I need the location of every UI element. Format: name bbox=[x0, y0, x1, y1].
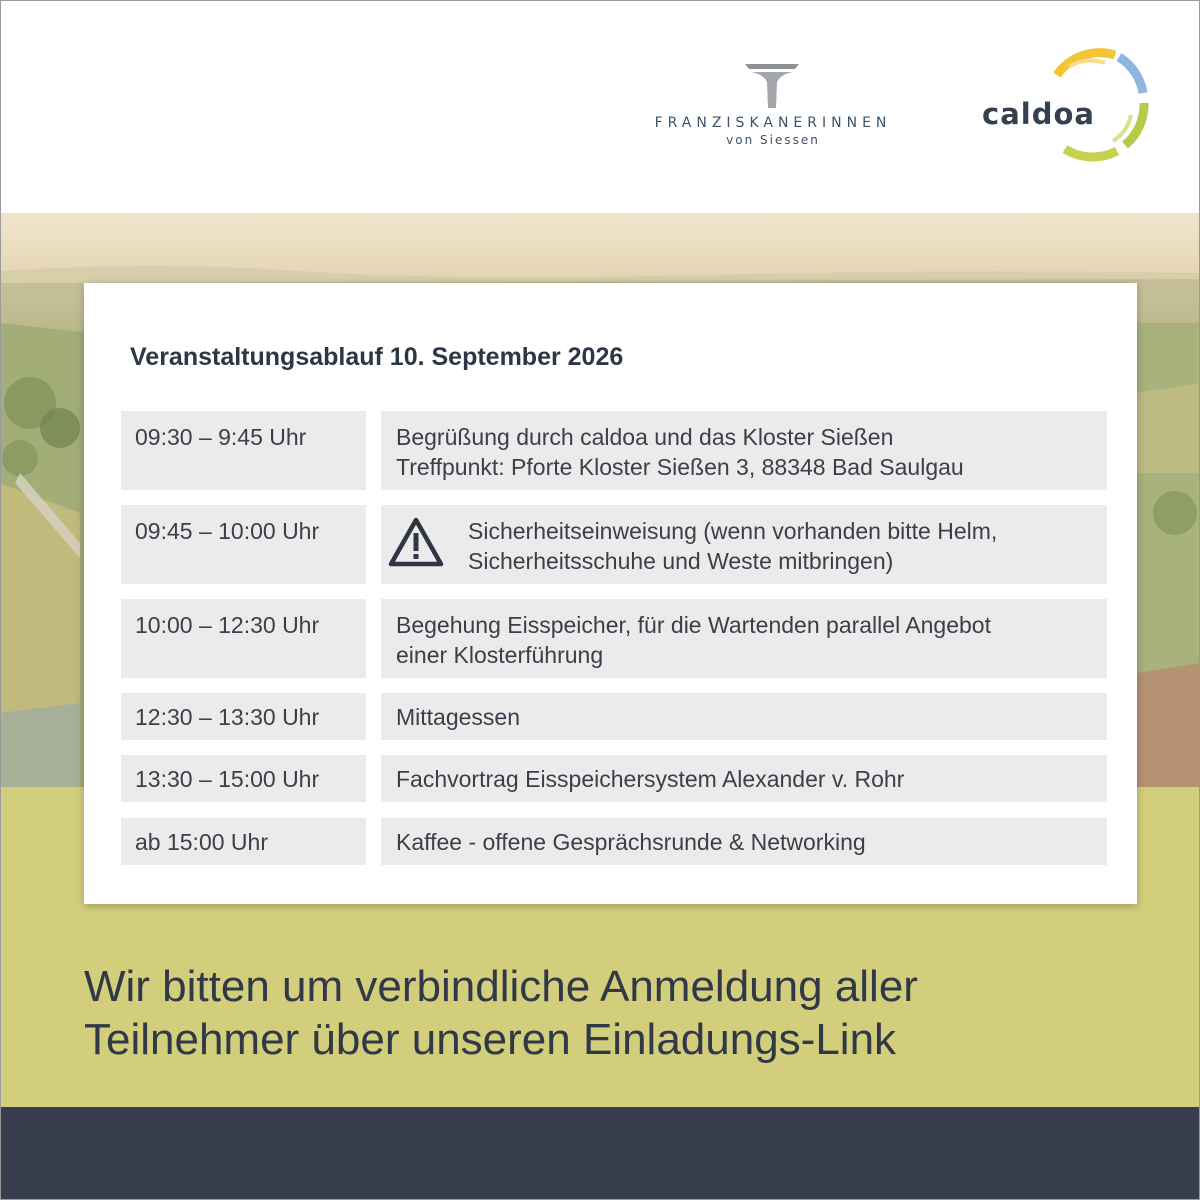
header bbox=[0, 0, 1200, 213]
footer-bar bbox=[0, 1107, 1200, 1200]
schedule-card bbox=[84, 283, 1137, 904]
franziskanerinnen-sub: von Siessen bbox=[726, 133, 820, 147]
description-line: Treffpunkt: Pforte Kloster Sießen 3, 88348 Bad Saulgau bbox=[396, 454, 964, 480]
schedule-row bbox=[121, 411, 1107, 490]
schedule-description bbox=[381, 411, 1107, 490]
schedule-row bbox=[121, 599, 1107, 678]
schedule-description bbox=[381, 599, 1107, 678]
description-line: Kaffee - offene Gesprächsrunde & Networking bbox=[396, 829, 866, 855]
description-line: Begehung Eisspeicher, für die Wartenden parallel Angebot bbox=[396, 612, 991, 638]
tau-cross-icon bbox=[743, 60, 801, 110]
schedule-description bbox=[381, 755, 1107, 802]
schedule-time: 10:00 – 12:30 Uhr bbox=[121, 599, 366, 678]
registration-note-line: Teilnehmer über unseren Einladungs-Link bbox=[84, 1015, 897, 1064]
schedule-time: 12:30 – 13:30 Uhr bbox=[121, 693, 366, 740]
warning-icon bbox=[387, 516, 445, 575]
description-line: einer Klosterführung bbox=[396, 642, 604, 668]
caldoa-wordmark: caldoa bbox=[982, 97, 1095, 131]
schedule-time: 09:45 – 10:00 Uhr bbox=[121, 505, 366, 584]
schedule-title: Veranstaltungsablauf 10. September 2026 bbox=[130, 343, 624, 371]
description-line: Mittagessen bbox=[396, 704, 521, 730]
caldoa-logo bbox=[975, 45, 1155, 170]
registration-note-line: Wir bitten um verbindliche Anmeldung aller bbox=[84, 962, 918, 1011]
schedule-description bbox=[381, 505, 1107, 584]
description-line: Sicherheitsschuhe und Weste mitbringen) bbox=[468, 548, 894, 574]
schedule-description bbox=[381, 818, 1107, 865]
franziskanerinnen-logo bbox=[628, 58, 918, 153]
schedule-row bbox=[121, 755, 1107, 802]
franziskanerinnen-name: FRANZISKANERINNEN bbox=[654, 115, 892, 131]
schedule-row bbox=[121, 505, 1107, 584]
description-line: Sicherheitseinweisung (wenn vorhanden bitte Helm, bbox=[468, 518, 998, 544]
description-line: Begrüßung durch caldoa und das Kloster Sießen bbox=[396, 424, 894, 450]
schedule-time: ab 15:00 Uhr bbox=[121, 818, 366, 865]
schedule-time: 09:30 – 9:45 Uhr bbox=[121, 411, 366, 490]
registration-note bbox=[84, 960, 1134, 1066]
description-line: Fachvortrag Eisspeichersystem Alexander v. Rohr bbox=[396, 766, 905, 792]
schedule-row bbox=[121, 693, 1107, 740]
schedule-row bbox=[121, 818, 1107, 865]
schedule-description bbox=[381, 693, 1107, 740]
schedule-time: 13:30 – 15:00 Uhr bbox=[121, 755, 366, 802]
